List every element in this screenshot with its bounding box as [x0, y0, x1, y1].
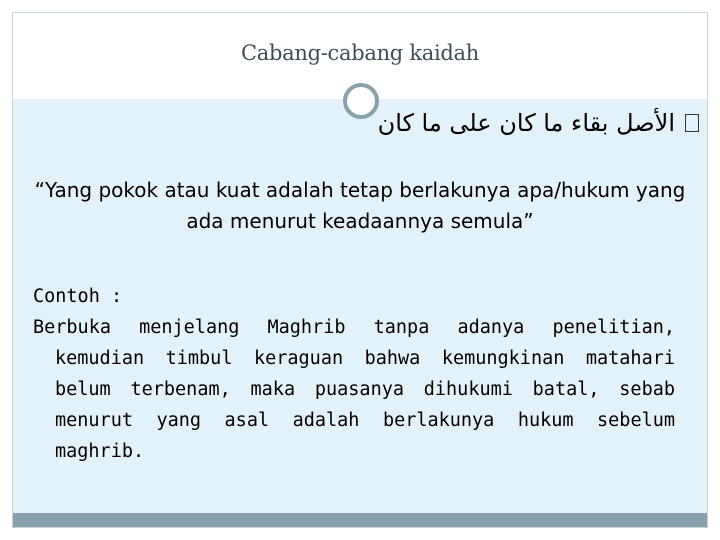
example-section — [33, 281, 675, 467]
translation-quote: “Yang pokok atau kuat adalah tetap berlakunya apa/hukum yang ada menurut keadaannya semula” — [34, 178, 686, 233]
contoh-body: Berbuka menjelang Maghrib tanpa adanya penelitian, kemudian timbul keraguan bahwa kemungkinan matahari belum terbenam, maka puasanya dihukumi batal, sebab menurut yang asal adalah berlakunya hukum sebelum maghrib. — [33, 317, 675, 462]
slide-title: Cabang-cabang kaidah — [241, 41, 479, 65]
arabic-text: الأصل بقاء ما كان على ما كان — [377, 109, 675, 137]
bottom-bar — [13, 513, 707, 527]
arabic-line — [13, 109, 707, 137]
contoh-label: Contoh : — [33, 286, 123, 307]
slide — [12, 12, 708, 528]
missing-glyph-box-icon — [685, 114, 699, 132]
